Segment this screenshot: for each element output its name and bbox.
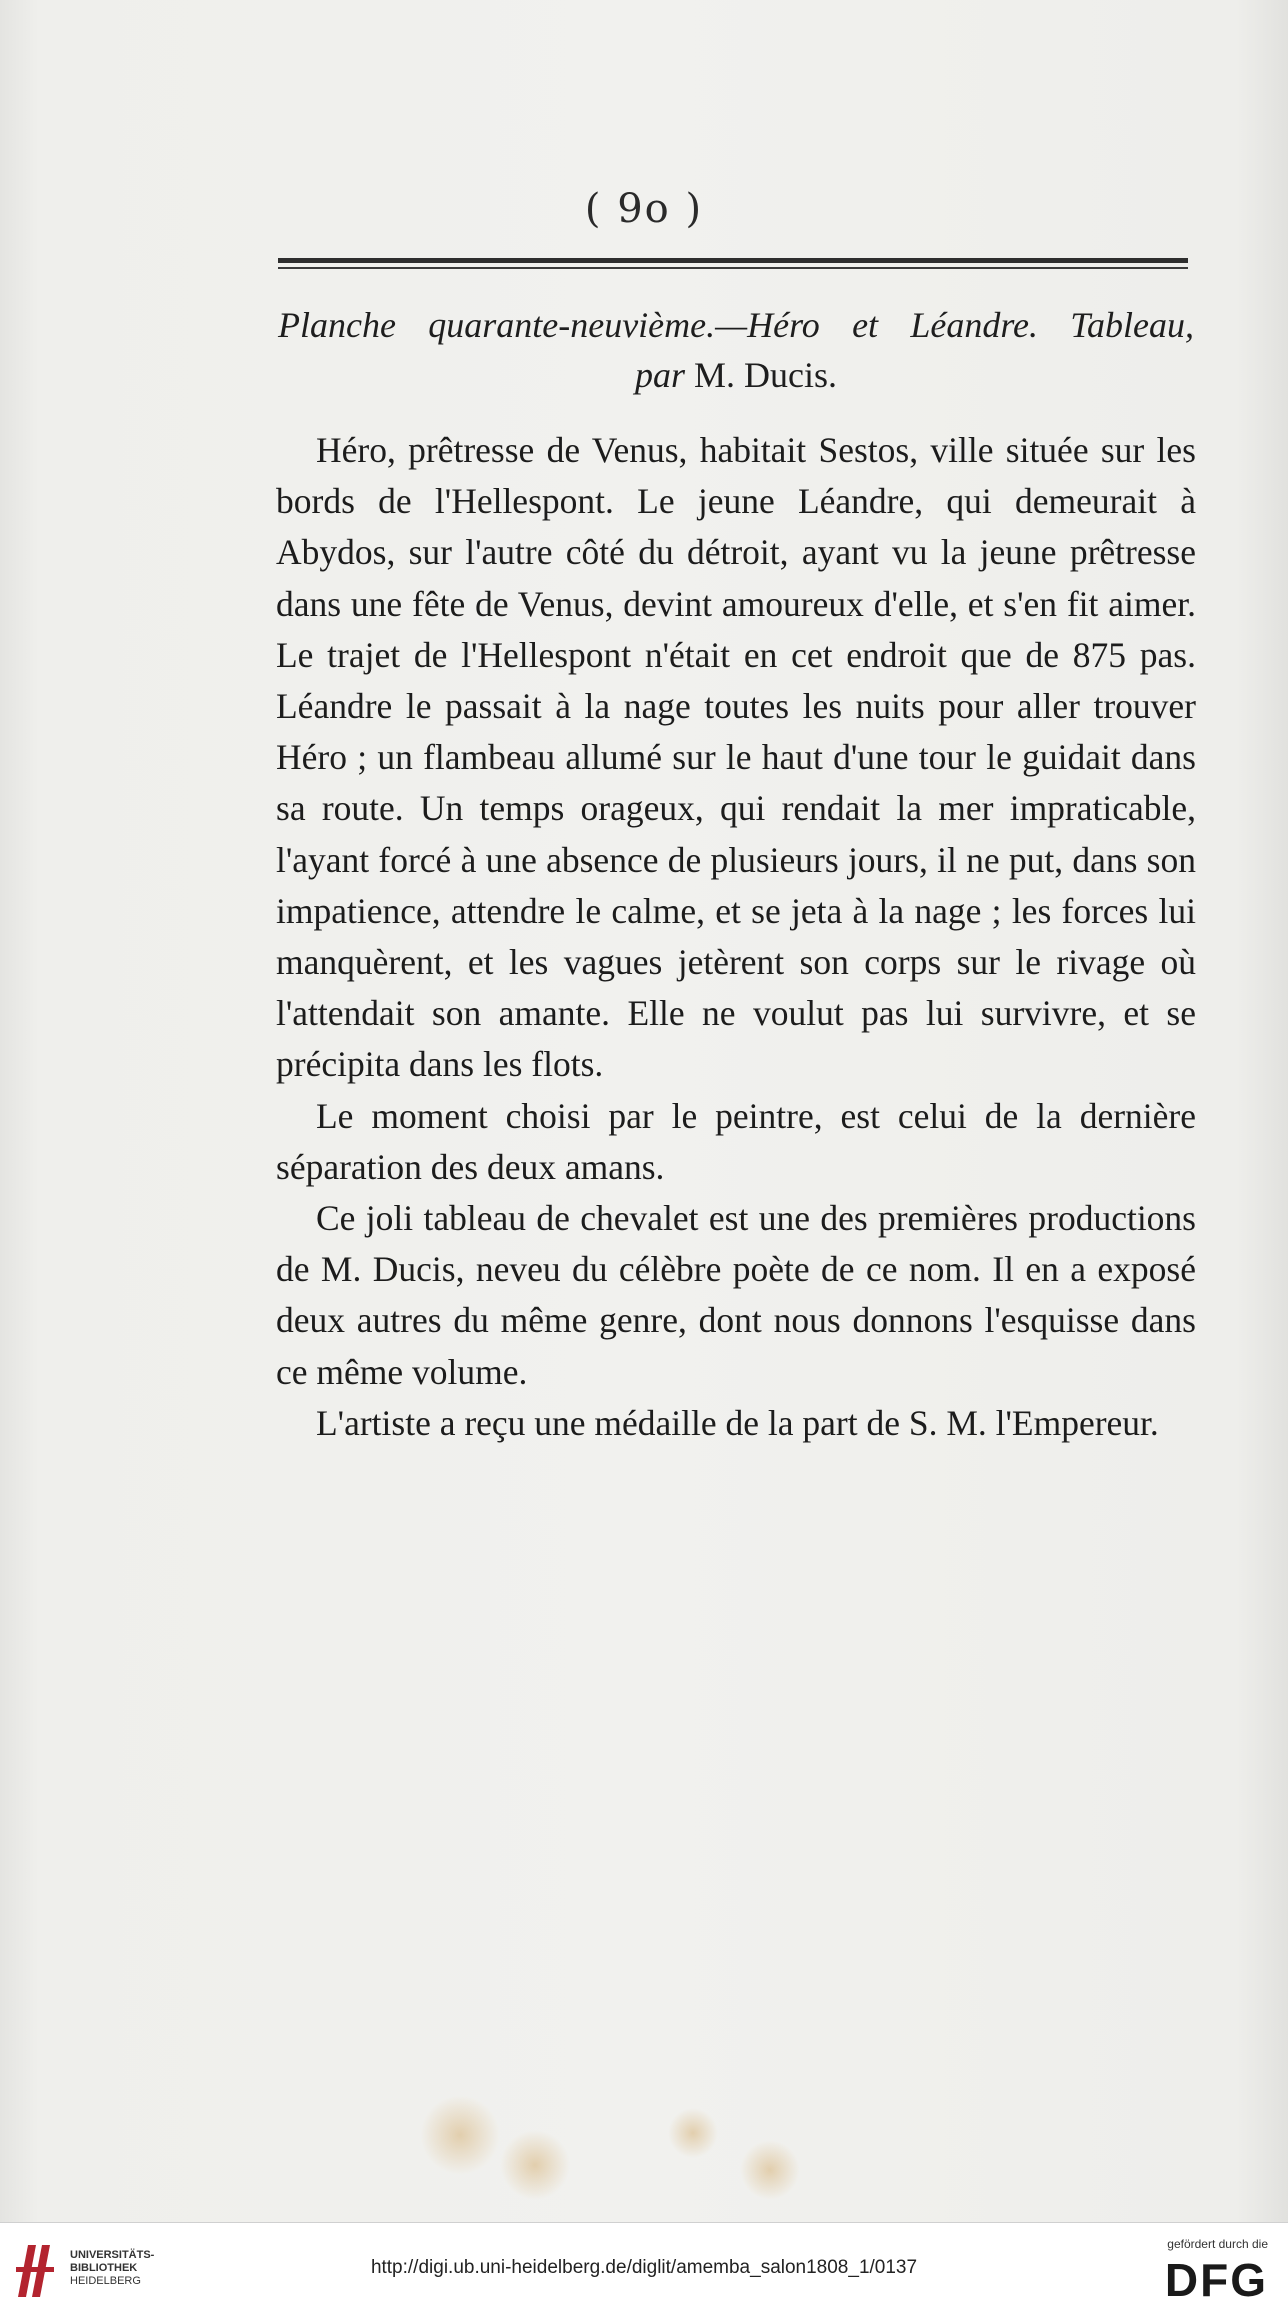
footer-bar bbox=[0, 2222, 1288, 2319]
heading-author: M. Ducis. bbox=[685, 355, 837, 395]
library-name-line-3: HEIDELBERG bbox=[70, 2275, 141, 2287]
library-name-line-2: BIBLIOTHEK bbox=[70, 2262, 138, 2274]
source-url-link[interactable]: http://digi.ub.uni-heidelberg.de/diglit/amemba_salon1808_1/0137 bbox=[370, 2257, 918, 2278]
paragraph-moment: Le moment choisi par le peintre, est celui de la dernière séparation des deux amans. bbox=[276, 1095, 1196, 1187]
plate-heading bbox=[278, 300, 1194, 400]
header-rule-thick bbox=[278, 258, 1188, 263]
body-text bbox=[276, 425, 1196, 1449]
paragraph-medal: L'artiste a reçu une médaille de la part de S. M. l'Empereur. bbox=[316, 1402, 1159, 1443]
heading-par: par bbox=[634, 355, 685, 395]
paper-stain bbox=[420, 2095, 500, 2175]
header-rule-thin bbox=[278, 267, 1188, 269]
heading-line-1: Planche quarante-neuvième.—Héro et Léandre. Tableau, bbox=[278, 305, 1194, 345]
paper-stain bbox=[668, 2108, 718, 2158]
dfg-logo: DFG bbox=[1164, 2254, 1268, 2306]
library-name-line-1: UNIVERSITÄTS- bbox=[70, 2249, 155, 2261]
paper-stain bbox=[740, 2140, 800, 2200]
paper-stain bbox=[500, 2130, 570, 2200]
paragraph-productions: Ce joli tableau de chevalet est une des premières productions de M. Ducis, neveu du célèbre poète de ce nom. Il en a exposé deux autres du même genre, dont nous donnons l'esquisse dans ce même volume. bbox=[276, 1198, 1196, 1392]
paragraph-story: Héro, prêtresse de Venus, habitait Sestos, ville située sur les bords de l'Hellespont. Le jeune Léandre, qui demeurait à Abydos, sur l'autre côté du détroit, ayant vu la jeune prêtresse dans une fête de Venus, devint amoureux d'elle, et s'en fit aimer. Le trajet de l'Hellespont n'était en cet endroit que de 875 pas. Léandre le passait à la nage toutes les nuits pour aller trouver Héro ; un flambeau allumé sur le haut d'une tour le guidait dans sa route. Un temps orageux, qui rendait la mer impraticable, l'ayant forcé à une absence de plusieurs jours, il ne put, dans son impatience, attendre le calme, et se jeta à la nage ; les forces lui manquèrent, et les vagues jetèrent son corps sur le rivage où l'attendait son amante. Elle ne voulut pas lui survivre, et se précipita dans les flots. bbox=[276, 430, 1196, 1085]
funding-label: gefördert durch die bbox=[1167, 2237, 1268, 2251]
heading-line-2 bbox=[278, 350, 1194, 400]
page-number: ( 9o ) bbox=[584, 186, 704, 232]
